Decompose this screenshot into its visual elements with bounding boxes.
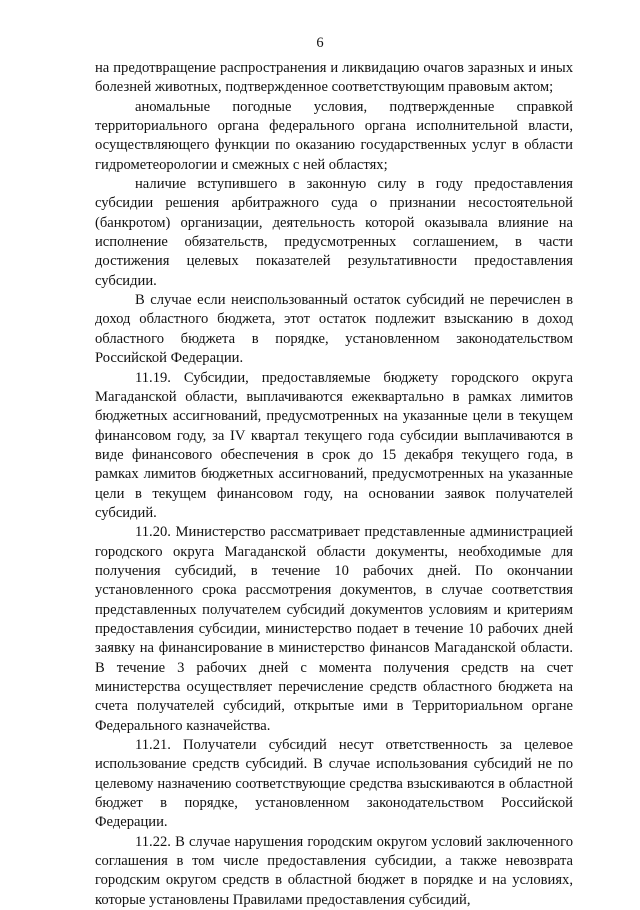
paragraph-3: наличие вступившего в законную силу в году предоставления субсидии решения арбитражного суда о признании несостоятельной (банкротом) организации, деятельность которой оказывала влияние на исполнение обязательств, предусмотренных соглашением, в части достижения целевых показателей результативности предоставления субсидии.: [95, 176, 573, 289]
document-body: [95, 59, 573, 910]
paragraph-1: на предотвращение распространения и ликвидацию очагов заразных и иных болезней животных, подтвержденное соответствующим правовым актом;: [95, 60, 573, 96]
paragraph-2: аномальные погодные условия, подтвержденные справкой территориального органа федерального органа исполнительной власти, осуществляющего функции по оказанию государственных услуг в области гидрометеорологии и смежных с ней областях;: [95, 98, 573, 173]
paragraph-7-item-11-21: 11.21. Получатели субсидий несут ответственность за целевое использование средств субсидий. В случае использования субсидий не по целевому назначению соответствующие средства взыскиваются в областной бюджет в порядке, установленном законодательством Российской Федерации.: [95, 737, 573, 831]
paragraph-4: В случае если неиспользованный остаток субсидий не перечислен в доход областного бюджета, этот остаток подлежит взысканию в доход областного бюджета в порядке, установленном законодательством Российской Федерации.: [95, 292, 573, 367]
paragraph-5-item-11-19: 11.19. Субсидии, предоставляемые бюджету городского округа Магаданской области, выплачиваются ежеквартально в рамках лимитов бюджетных ассигнований, предусмотренных на указанные цели в текущем финансовом году, за IV квартал текущего года субсидии выплачиваются в виде финансового обеспечения в срок до 15 декабря текущего года, в рамках лимитов бюджетных ассигнований, предусмотренных на указанные цели в текущем финансовом году, на основании заявок получателей субсидий.: [95, 369, 573, 521]
paragraph-6-item-11-20: 11.20. Министерство рассматривает представленные администрацией городского округа Магаданской области документы, необходимые для получения субсидий, в течение 10 рабочих дней. По окончании установленного срока рассмотрения документов, в случае соответствия представленных получателем субсидий документов условиям и критериям предоставления субсидии, министерство подает в течение 10 рабочих дней заявку на финансирование в министерство финансов Магаданской области. В течение 3 рабочих дней с момента получения средств на счет министерства осуществляет перечисление средств областного бюджета на счета получателей субсидий, открытые ими в Территориальном органе Федерального казначейства.: [95, 524, 573, 734]
paragraph-8-item-11-22: 11.22. В случае нарушения городским округом условий заключенного соглашения в том числе предоставления субсидии, а также невозврата городским округом средств в областной бюджет в порядке и на условиях, которые установлены Правилами предоставления субсидий,: [95, 833, 573, 908]
page-number: 6: [316, 35, 324, 51]
